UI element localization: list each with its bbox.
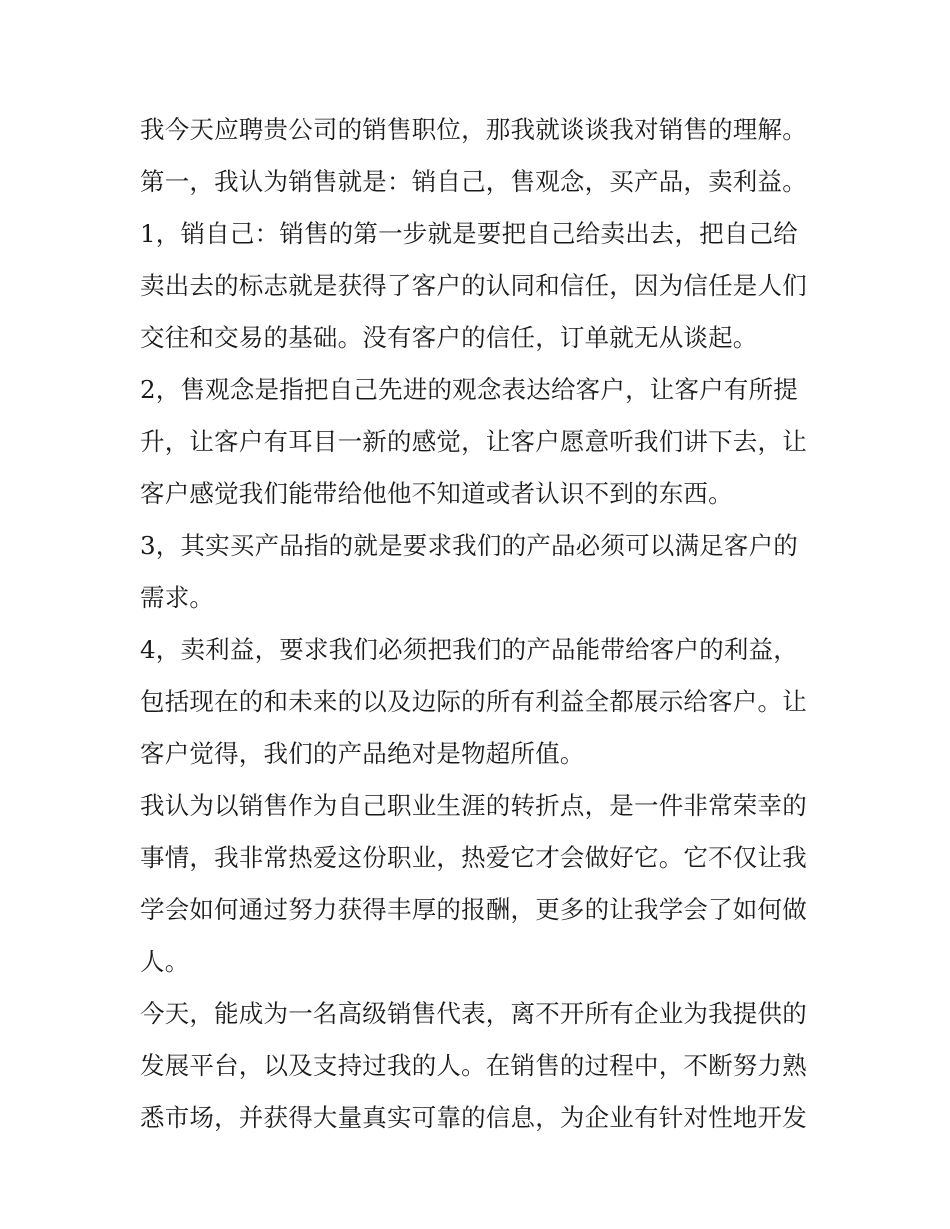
text-line: 客户觉得，我们的产品绝对是物超所值。	[140, 739, 585, 768]
text-line: 事情，我非常热爱这份职业，热爱它才会做好它。它不仅让我	[140, 843, 807, 872]
text-line: 第一，我认为销售就是：销自己，售观念，买产品，卖利益。	[140, 167, 807, 196]
text-line: 我认为以销售作为自己职业生涯的转折点，是一件非常荣幸的	[140, 791, 807, 820]
text-line: 卖出去的标志就是获得了客户的认同和信任，因为信任是人们	[140, 271, 807, 300]
text-line: 3，其实买产品指的就是要求我们的产品必须可以满足客户的	[140, 531, 798, 560]
text-line: 学会如何通过努力获得丰厚的报酬，更多的让我学会了如何做	[140, 895, 807, 924]
text-line: 需求。	[140, 583, 215, 612]
text-line: 升，让客户有耳目一新的感觉，让客户愿意听我们讲下去，让	[140, 427, 807, 456]
text-line: 包括现在的和未来的以及边际的所有利益全都展示给客户。让	[140, 687, 807, 716]
text-line: 1，销自己：销售的第一步就是要把自己给卖出去，把自己给	[140, 219, 798, 248]
text-line: 交往和交易的基础。没有客户的信任，订单就无从谈起。	[140, 323, 758, 352]
text-line: 今天，能成为一名高级销售代表，离不开所有企业为我提供的	[140, 999, 807, 1028]
text-line: 我今天应聘贵公司的销售职位，那我就谈谈我对销售的理解。	[140, 115, 807, 144]
text-line: 2，售观念是指把自己先进的观念表达给客户，让客户有所提	[140, 375, 798, 404]
text-line: 人。	[140, 947, 190, 976]
document-body	[140, 104, 820, 1144]
text-line: 客户感觉我们能带给他他不知道或者认识不到的东西。	[140, 479, 733, 508]
text-line: 发展平台，以及支持过我的人。在销售的过程中，不断努力熟	[140, 1051, 807, 1080]
text-line: 4，卖利益，要求我们必须把我们的产品能带给客户的利益，	[140, 635, 798, 664]
text-line: 悉市场，并获得大量真实可靠的信息，为企业有针对性地开发	[140, 1103, 807, 1132]
